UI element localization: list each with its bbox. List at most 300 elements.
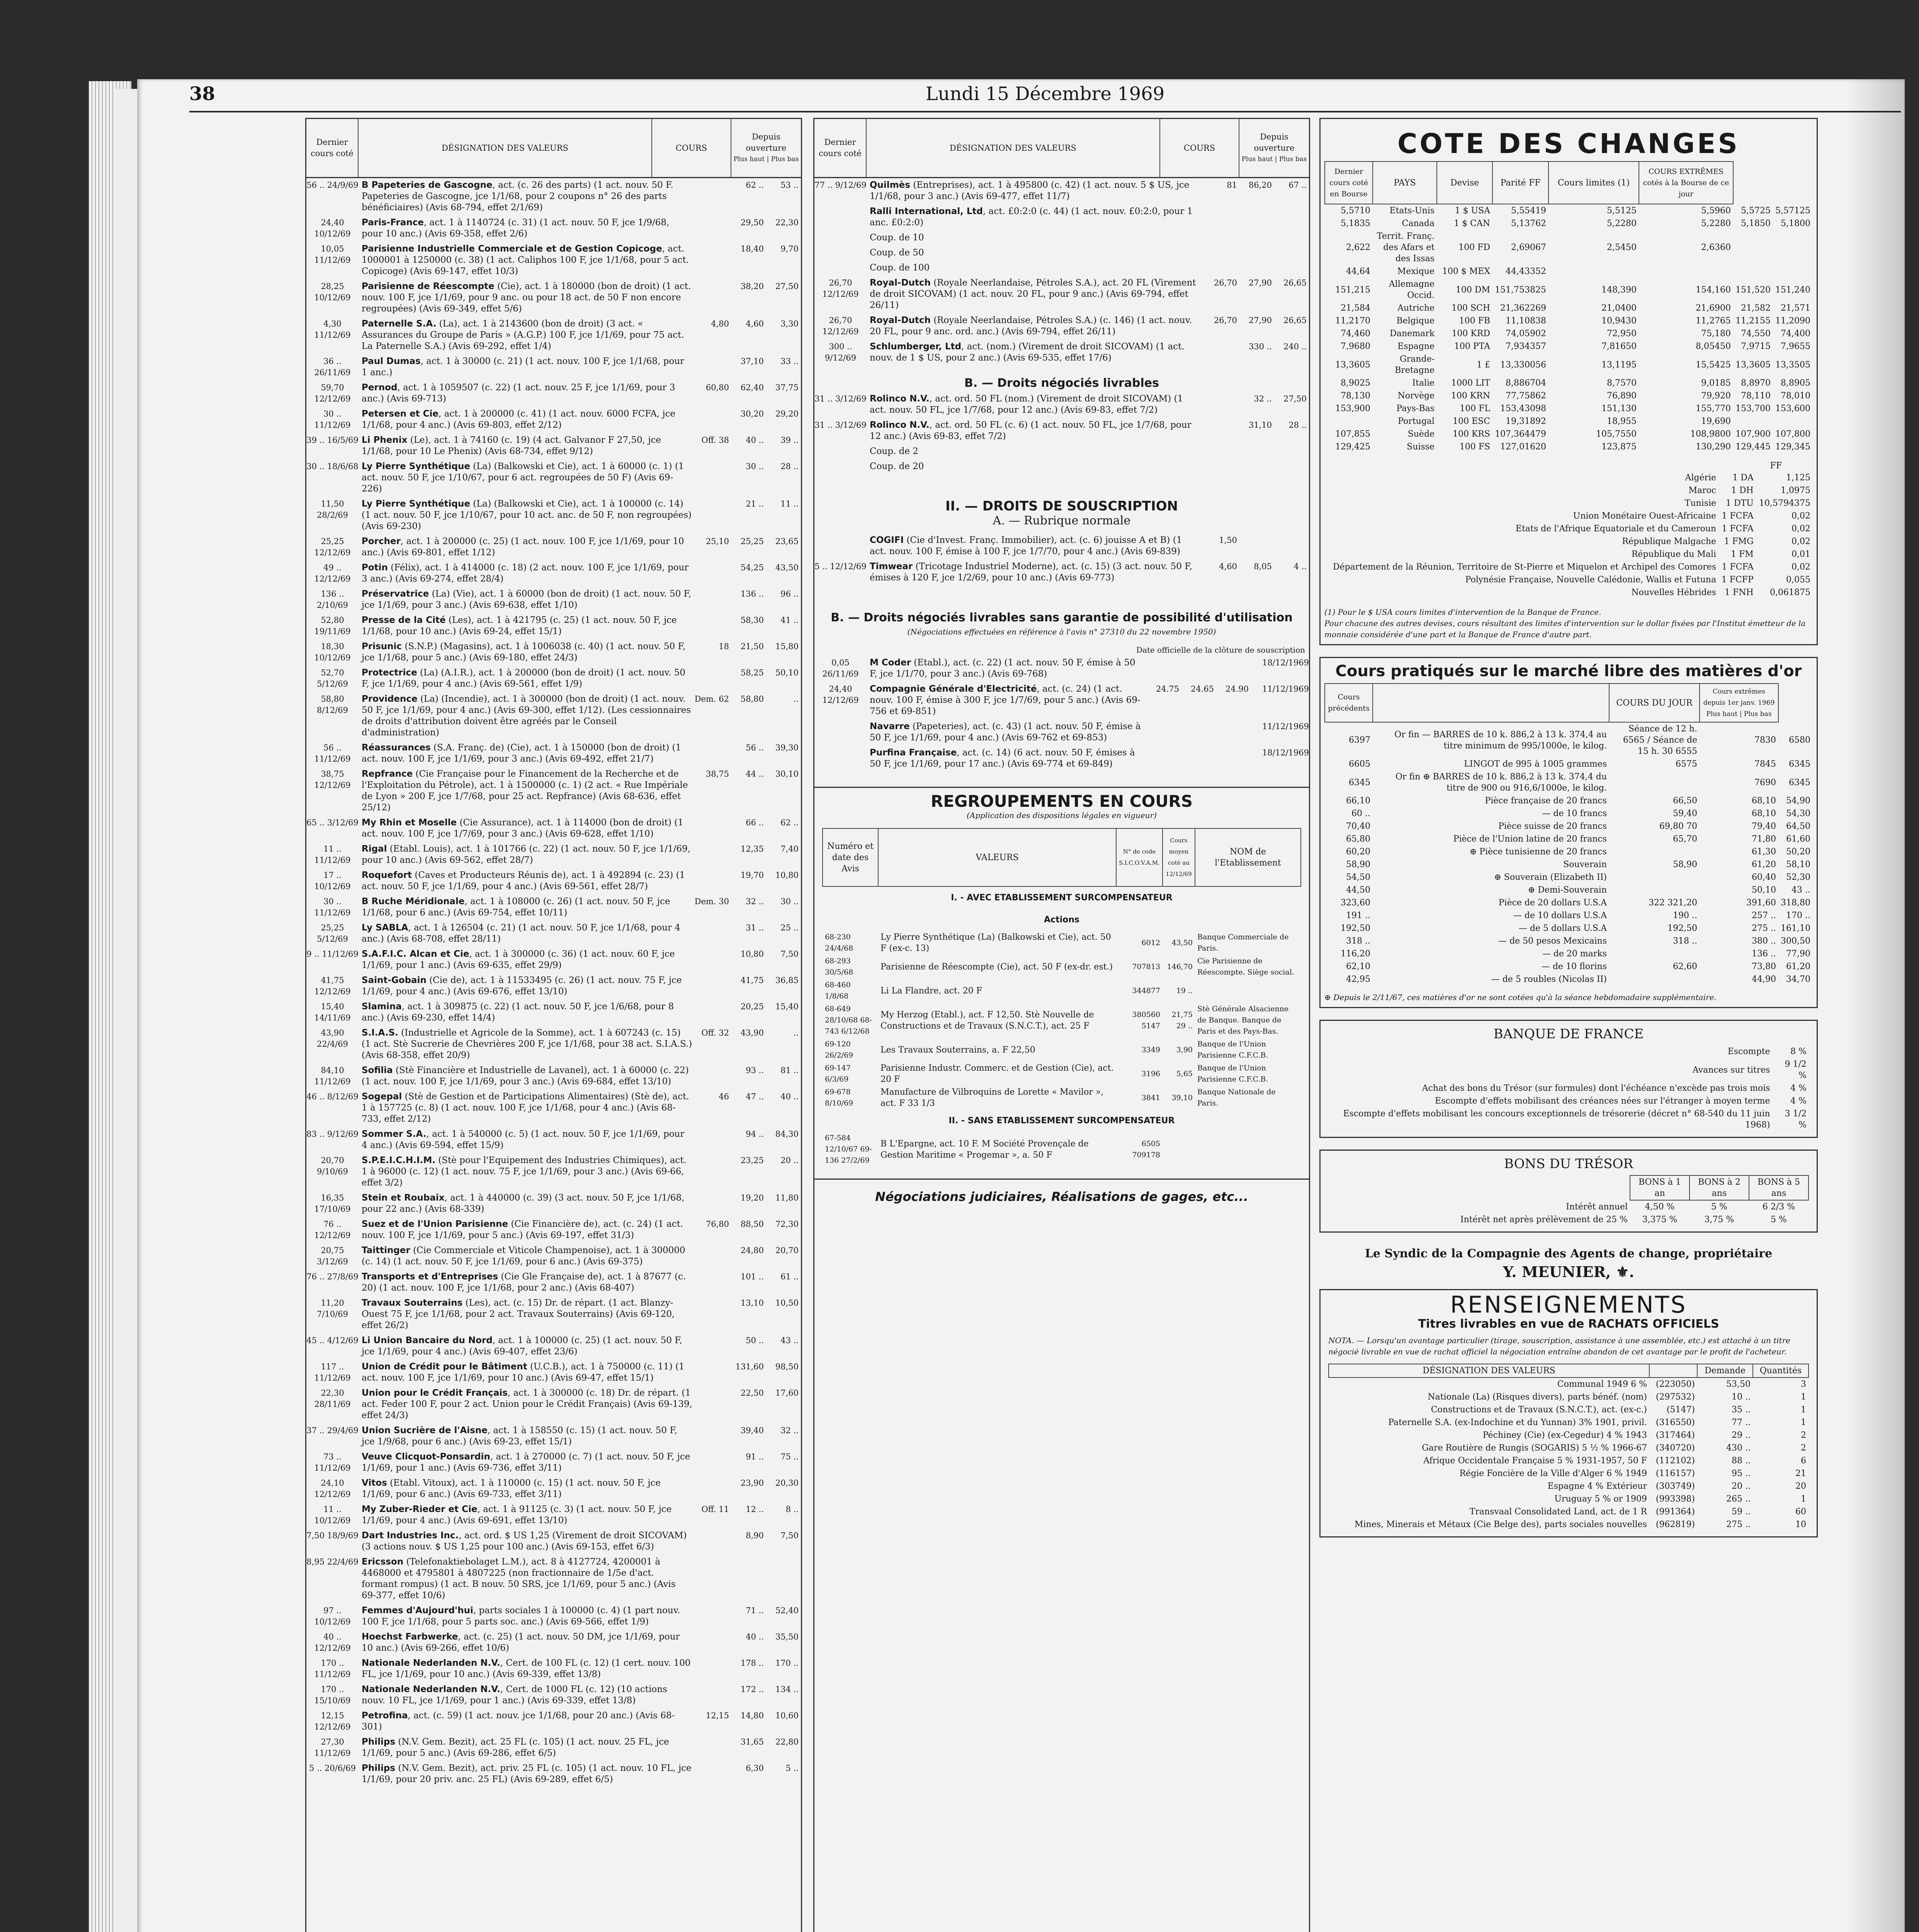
or-row-cell: 60,40 — [1752, 872, 1776, 882]
franc-row-cell: Etats de l'Afrique Equatoriale et du Cameroun — [1516, 524, 1717, 534]
quote-row — [306, 1388, 801, 1421]
quote-dernier: 30 .. 18/6/68 — [306, 462, 359, 471]
banque-row-cell: Escompte d'effets mobilisant les concours exceptionnels de trésorerie (décret n° 68-540 du 11 juin 1968) — [1343, 1109, 1770, 1130]
quote-detail: , act. (c. 59) (1 act. nouv. jce 1/1/68, pour 20 anc.) (Avis 68-301) — [362, 1711, 675, 1732]
changes-row-cell: Danemark — [1390, 329, 1435, 338]
quote-designation — [359, 180, 692, 213]
changes-row-cell: 44,64 — [1346, 267, 1370, 276]
quote-detail: (N.V. Gem. Bezit), act. 25 FL (c. 105) (1 act. nouv. 25 FL, jce 1/1/69, pour 5 anc.) (Avis 69-286, effet 6/5) — [362, 1737, 669, 1758]
changes-row-cell: 153,900 — [1335, 404, 1370, 413]
quote-name: B Papeteries de Gascogne — [362, 180, 493, 190]
quote-plus-bas — [764, 1556, 801, 1601]
or-row — [1325, 845, 1813, 858]
ch-h-devise: Devise — [1437, 162, 1492, 204]
quote-designation — [359, 461, 692, 495]
quote-cours: Off. 11 — [701, 1505, 729, 1514]
reg-code: 3841 — [1141, 1093, 1160, 1102]
quote-cours: 76,80 — [705, 1219, 729, 1229]
quote-name: Ly Pierre Synthétique — [362, 499, 470, 509]
changes-row-cell: 151,753825 — [1495, 285, 1547, 295]
quote-detail: (Cie Commerciale et Viticole Champenoise), act. 1 à 300000 (c. 14) (1 act. nouv. 50 F, jce 1/1/69, pour 6 anc.) (Avis 69-375) — [362, 1245, 685, 1267]
bons-h3: BONS à 5 ans — [1749, 1175, 1809, 1200]
quote-name: Slamina — [362, 1002, 402, 1012]
reg-cours: 3,90 — [1176, 1045, 1193, 1054]
page-date: Lundi 15 Décembre 1969 — [925, 83, 1165, 105]
reg-avis: 68-649 28/10/68 68-743 6/12/68 — [825, 1005, 872, 1036]
quote-detail: (Cie Financière de), act. (c. 24) (1 act. nouv. 100 F, jce 1/1/69, pour 5 anc.) (Avis 69-197, effet 31/3) — [362, 1219, 683, 1240]
changes-row-cell: 13,3505 — [1775, 360, 1810, 370]
quote-dernier: 36 .. 26/11/69 — [314, 357, 351, 377]
quote-plus-bas: 96 .. — [780, 589, 799, 599]
renseignements-row — [1329, 1480, 1809, 1493]
changes-row-cell — [1773, 265, 1813, 278]
quote-cours — [1200, 461, 1237, 472]
quote-detail: (Cie Assurance), act. 1 à 114000 (bon de droit) (1 act. nouv. 100 F, jce 1/7/69, pour 3 anc.) (Avis 69-628, effet 1/10) — [362, 818, 683, 839]
section-b2-note: (Négociations effectuées en référence à l'avis n° 27310 du 22 novembre 1950) — [907, 627, 1216, 636]
bons-row-cell: 5 % — [1711, 1202, 1727, 1212]
or-row-cell: Or fin ⊕ BARRES de 10 k. 886,2 à 13 k. 374,4 du titre de 900 ou 916,6/1000e, le kilog. — [1395, 772, 1607, 793]
quote-cours: Off. 32 — [701, 1028, 729, 1037]
changes-row — [1325, 278, 1813, 302]
quote-cours — [692, 870, 729, 892]
header-cours: COURS — [1160, 119, 1239, 177]
franc-row-cell: 1 FNH — [1725, 588, 1754, 597]
or-row-cell: 6575 — [1676, 759, 1698, 769]
reg-cours: 19 .. — [1176, 986, 1193, 995]
quote-cours — [692, 1425, 729, 1447]
changes-row-cell: 44,43352 — [1506, 267, 1547, 276]
quote-detail: (Papeteries), act. (c. 43) (1 act. nouv. 50 F, émise à 50 F, jce 1/1/69, pour 4 anc.) (Avis 69-762 et 69-853) — [870, 721, 1141, 743]
header-depuis — [731, 119, 801, 177]
quote-name: Dart Industries Inc. — [362, 1531, 459, 1541]
quote-name: Taittinger — [362, 1245, 410, 1255]
quote-designation — [867, 721, 1142, 743]
renseignements-row — [1329, 1416, 1809, 1429]
franc-row-cell: 1 FCFA — [1722, 524, 1754, 534]
quote-dernier: 4,30 11/12/69 — [314, 319, 351, 340]
quote-dernier: 26,70 12/12/69 — [822, 316, 859, 336]
quote-detail: , act. ord. $ US 1,25 (Virement de droit SICOVAM) (3 actions nouv. $ US 1,25 pour 100 anc.) (Avis 69-153, effet 6/3) — [362, 1531, 687, 1552]
or-row-cell: — de 10 francs — [1542, 809, 1607, 818]
or-row-cell: ⊕ Demi-Souverain — [1528, 885, 1607, 895]
quote-row — [306, 742, 801, 765]
quote-plus-bas: 20,70 — [775, 1246, 799, 1255]
quote-detail: (Cie de), act. 1 à 11533495 (c. 26) (1 act. nouv. 75 F, jce 1/1/69, pour 4 anc.) (Avis 69-676, effet 13/10) — [362, 975, 682, 997]
franc-row-cell: République Malgache — [1622, 537, 1717, 546]
header-depuis — [1239, 119, 1309, 177]
changes-row-cell: 100 FB — [1459, 316, 1491, 326]
quote-detail: , act. (nom.) (Virement de droit SICOVAM) (1 act. nouv. de 1 $ US, pour 2 anc.) (Avis 69-535, effet 17/6) — [870, 342, 1185, 363]
quote-plus-haut: 40 .. — [746, 435, 764, 445]
changes-row-cell: Autriche — [1397, 303, 1435, 313]
or-row — [1325, 947, 1813, 960]
quote-name: Pernod — [362, 383, 398, 393]
quote-dernier: 41,75 12/12/69 — [314, 976, 351, 996]
banque-row-cell: 3 1/2 % — [1785, 1109, 1807, 1130]
quote-plus-bas: 39 .. — [780, 435, 799, 445]
banque-row-cell: 9 1/2 % — [1785, 1060, 1807, 1080]
quote-dernier — [814, 721, 867, 743]
quote-name: Presse de la Cité — [362, 615, 446, 625]
changes-row-cell: 5,1800 — [1781, 219, 1810, 228]
quote-detail: , act. (c. 14) (6 act. nouv. 50 F, émises à 50 F, jce 1/1/69, pour 17 anc.) (Avis 69-774 et 69-849) — [870, 748, 1135, 769]
quote-cours — [692, 243, 729, 277]
or-row-cell: 54,90 — [1786, 796, 1810, 806]
quote-dernier: 30 .. 11/12/69 — [314, 409, 351, 430]
renseignements-row-cell: Constructions et de Travaux (S.N.C.T.), act. (ex-c.) — [1431, 1405, 1647, 1415]
quote-detail: , act. (c. 24) (1 act. nouv. 100 F, émise à 300 F, jce 1/7/69, pour 5 anc.) (Avis 69-756 et 69-851) — [870, 684, 1141, 716]
changes-row-cell: 8,8970 — [1741, 378, 1771, 388]
quote-designation — [359, 1361, 692, 1384]
quote-designation — [359, 1271, 692, 1294]
reg-row — [823, 1003, 1301, 1038]
changes-row-cell: 11,2765 — [1696, 316, 1731, 326]
quote-detail: Coup. de 2 — [870, 446, 918, 456]
quote-cours: 18 — [719, 642, 729, 651]
quote-plus-bas: 29,20 — [775, 409, 799, 418]
quote-cours — [692, 1658, 729, 1680]
middle-column — [813, 118, 1310, 1932]
or-row-cell: 54,50 — [1346, 872, 1370, 882]
changes-row-cell: 100 PTA — [1454, 342, 1491, 351]
quote-plus-bas — [1272, 247, 1309, 259]
quote-detail: (Félix), act. 1 à 414000 (c. 18) (2 act. nouv. 100 F, jce 1/1/69, pour 3 anc.) (Avis 69-274, effet 28/4) — [362, 563, 689, 584]
quote-plus-bas: 61 .. — [780, 1272, 799, 1281]
bons-row — [1328, 1213, 1809, 1226]
quote-cours — [692, 498, 729, 532]
quote-dernier: 24,40 12/12/69 — [822, 684, 859, 705]
quote-designation — [359, 1129, 692, 1151]
middle-column-header — [814, 119, 1309, 178]
quote-cours — [692, 1361, 729, 1384]
quote-detail: (S.A. Franç. de) (Cie), act. 1 à 150000 (bon de droit) (1 act. nouv. 100 F, jce 1/1/69, pour 3 anc.) (Avis 69-492, effet 21/7) — [362, 743, 682, 764]
quote-dernier — [814, 461, 867, 472]
quote-designation — [359, 817, 692, 840]
renseignements-row-cell: Uruguay 5 % or 1909 — [1554, 1494, 1647, 1504]
quote-cours — [692, 356, 729, 378]
quote-designation — [359, 1091, 692, 1125]
regroupements-title: REGROUPEMENTS EN COURS — [931, 792, 1193, 811]
quote-row — [306, 1192, 801, 1215]
quote-designation — [359, 408, 692, 431]
quote-detail: (Etabl. Vitoux), act. 1 à 110000 (c. 15) (1 act. nouv. 50 F, jce 1/1/69, pour 6 anc.) (Avis 69-733, effet 3/11) — [362, 1478, 661, 1499]
renseignements-row-cell: 53,50 — [1726, 1379, 1751, 1389]
quote-plus-haut: 32 .. — [746, 897, 764, 906]
quote-detail: , act. 1 à 30000 (c. 21) (1 act. nouv. 100 F, jce 1/1/68, pour 1 anc.) — [362, 356, 685, 378]
quote-dernier — [814, 232, 867, 243]
or-row-cell: 116,20 — [1341, 949, 1370, 959]
changes-row-cell: 2,6360 — [1701, 243, 1731, 252]
quote-designation — [867, 684, 1142, 717]
or-row-cell: 62,60 — [1673, 962, 1698, 971]
or-row-cell: 300,50 — [1781, 936, 1810, 946]
changes-row-cell: Italie — [1412, 378, 1435, 388]
reg-etab: Banque de l'Union Parisienne C.F.C.B. — [1197, 1064, 1268, 1083]
quote-designation — [359, 1605, 692, 1628]
quote-row — [306, 1736, 801, 1759]
changes-row-cell: 100 $ MEX — [1442, 267, 1491, 276]
quote-row — [814, 206, 1309, 228]
banque-row — [1328, 1045, 1809, 1058]
or-h-ext-label: Cours extrêmes depuis 1er janv. 1969 — [1703, 687, 1775, 707]
reg-sec2 — [823, 1110, 1301, 1132]
quote-plus-bas — [1214, 747, 1251, 770]
quote-dernier: 26,70 12/12/69 — [822, 278, 859, 299]
reg-row — [823, 1132, 1301, 1167]
reg-valeur: Li La Flandre, act. 20 F — [880, 986, 982, 996]
changes-row-cell: 100 FD — [1458, 243, 1491, 252]
quote-cours: 12,15 — [705, 1711, 729, 1720]
quote-designation — [359, 243, 692, 277]
quote-row — [306, 281, 801, 315]
syndic-line: Le Syndic de la Compagnie des Agents de change, propriétaire — [1365, 1247, 1773, 1260]
quote-plus-bas: 40 .. — [780, 1092, 799, 1101]
quote-name: S.I.A.S. — [362, 1028, 398, 1038]
quote-name: B Ruche Méridionale — [362, 896, 465, 906]
quote-plus-haut: 22,50 — [740, 1388, 764, 1398]
reg-avis: 69-147 6/3/69 — [825, 1064, 851, 1083]
quote-designation — [359, 742, 692, 765]
changes-row-cell: 74,550 — [1741, 329, 1771, 338]
reg-sec1b-cell: Actions — [1044, 915, 1079, 925]
changes-row-cell: Pays-Bas — [1396, 404, 1435, 413]
bons-row-cell: 3,75 % — [1704, 1215, 1734, 1225]
franc-row-cell: 0,02 — [1792, 524, 1810, 534]
quote-plus-bas: 36,85 — [775, 976, 799, 985]
quote-plus-bas: 28 .. — [780, 462, 799, 471]
quote-name: Rigal — [362, 844, 387, 854]
quote-dernier: 22,30 28/11/69 — [314, 1388, 351, 1409]
quote-plus-haut: 31 .. — [746, 923, 764, 932]
or-row-cell: 61,20 — [1752, 860, 1776, 869]
quote-cours — [692, 180, 729, 213]
quote-designation — [359, 1001, 692, 1024]
changes-row-cell: 5,5710 — [1341, 206, 1370, 216]
quote-row — [306, 1065, 801, 1087]
changes-row-cell: 7,934357 — [1506, 342, 1547, 351]
changes-row-cell: 7,9680 — [1341, 342, 1370, 351]
changes-row-cell: 151,215 — [1335, 285, 1370, 295]
quote-plus-haut: 40 .. — [746, 1632, 764, 1641]
quote-designation — [359, 1530, 692, 1553]
changes-row-cell: 78,110 — [1741, 391, 1771, 401]
changes-row-cell: 100 KRN — [1451, 391, 1491, 401]
quote-plus-bas: 26,65 — [1283, 316, 1307, 325]
quote-name: Royal-Dutch — [870, 315, 931, 325]
quote-plus-bas: 10,80 — [775, 871, 799, 880]
changes-row-cell: Territ. Franç. des Afars et des Issas — [1377, 231, 1435, 264]
bons-row-cell: 3,375 % — [1642, 1215, 1678, 1225]
quote-name: Union Sucrière de l'Aisne — [362, 1425, 488, 1435]
or-h-haut-bas: Plus haut | Plus bas — [1706, 710, 1772, 718]
changes-row-cell: 21,6900 — [1696, 303, 1731, 313]
quote-dernier: 77 .. 9/12/69 — [814, 180, 867, 190]
changes-table — [1324, 161, 1813, 453]
quote-dernier: 31 .. 3/12/69 — [814, 394, 867, 403]
quote-dernier: 49 .. 12/12/69 — [314, 563, 351, 583]
quote-detail: (Les), act. (c. 15) Dr. de répart. (1 act. Blanzy-Ouest 75 F, jce 1/1/68, pour 2 act. Travaux Souterrains) (Avis 69-120, effet 26/2) — [362, 1298, 675, 1330]
header-designation: DÉSIGNATION DES VALEURS — [359, 119, 652, 177]
or-row — [1325, 820, 1813, 833]
quote-detail: , act. 1 à 1140724 (c. 31) (1 act. nouv. 50 F, jce 1/9/68, pour 10 anc.) (Avis 69-358, effet 2/6) — [362, 218, 670, 239]
quote-detail: (Caves et Producteurs Réunis de), act. 1 à 492894 (c. 23) (1 act. nouv. 50 F, jce 1/1/69, pour 4 anc.) (Avis 69-561, effet 28/7) — [362, 870, 685, 891]
quote-name: Philips — [362, 1737, 396, 1747]
quote-cours — [692, 1736, 729, 1759]
quote-plus-bas: 3,30 — [780, 319, 799, 328]
changes-row-cell: 153,700 — [1735, 404, 1771, 413]
quote-row — [814, 341, 1309, 364]
renseignements-row-cell: 1 — [1801, 1494, 1806, 1504]
quote-plus-bas: 43,50 — [775, 563, 799, 572]
reg-etab: Banque de l'Union Parisienne C.F.C.B. — [1197, 1040, 1268, 1060]
quote-cloture: 11/12/1969 — [1262, 722, 1309, 731]
header-haut-bas: Plus haut | Plus bas — [733, 155, 799, 163]
quote-detail: , parts sociales 1 à 100000 (c. 4) (1 part nouv. 100 F, jce 1/1/68, pour 5 parts soc. anc.) (Avis 69-566, effet 1/9) — [362, 1605, 680, 1627]
quote-designation — [359, 870, 692, 892]
quote-detail: (Royale Neerlandaise, Pétroles S.A.), act. 20 FL (Virement de droit SICOVAM) (1 act. nouv. 20 FL, pour 9 anc.) (Avis 69-794, effet 26/11) — [870, 278, 1196, 310]
quote-plus-bas: 11 .. — [780, 499, 799, 509]
or-row-cell: 170 .. — [1786, 911, 1810, 920]
quote-name: Union pour le Crédit Français — [362, 1388, 508, 1398]
or-h-haut: Plus haut — [1706, 710, 1738, 718]
or-row-cell: Pièce suisse de 20 francs — [1498, 821, 1607, 831]
quote-name: Transports et d'Entreprises — [362, 1272, 498, 1282]
or-row-cell: 54,30 — [1786, 809, 1810, 818]
or-row — [1325, 909, 1813, 922]
quote-name: Veuve Clicquot-Ponsardin — [362, 1452, 490, 1462]
quote-detail: Coup. de 50 — [870, 248, 924, 258]
quote-cours — [692, 1001, 729, 1024]
changes-row-cell: 129,445 — [1735, 442, 1771, 452]
quote-plus-haut: 86,20 — [1248, 180, 1272, 190]
changes-row-cell: 9,0185 — [1701, 378, 1731, 388]
quote-row — [814, 262, 1309, 274]
quote-dernier — [814, 747, 867, 770]
renseignements-row-cell: (962819) — [1656, 1520, 1695, 1529]
or-row-cell: 61,20 — [1786, 962, 1810, 971]
quote-dernier: 30 .. 11/12/69 — [314, 897, 351, 917]
renseignements-row-cell: 265 .. — [1726, 1494, 1751, 1504]
bons-row-cell: 5 % — [1771, 1215, 1787, 1225]
quote-cours — [1142, 747, 1179, 770]
quote-dernier: 65 .. 3/12/69 — [306, 818, 359, 827]
changes-row — [1325, 327, 1813, 340]
quote-detail: , act. 1 à 200000 (c. 25) (1 act. nouv. 100 F, jce 1/1/69, pour 10 anc.) (Avis 69-801, effet 1/12) — [362, 536, 684, 558]
section-ii-rows — [814, 533, 1309, 589]
quote-row — [814, 721, 1309, 743]
quote-plus-haut — [1237, 535, 1272, 557]
page-header — [189, 83, 1901, 106]
quote-plus-haut: 58,25 — [740, 668, 764, 677]
quote-dernier: 52,70 5/12/69 — [317, 668, 348, 689]
renseignements-row-cell: 10 .. — [1732, 1392, 1751, 1402]
or-row-cell: 318 .. — [1673, 936, 1698, 946]
ch-h-extremes: COURS EXTRÊMES cotés à la Bourse de ce jour — [1639, 162, 1733, 204]
changes-row — [1325, 389, 1813, 402]
franc-row-cell: 1,0975 — [1781, 486, 1810, 495]
quote-plus-haut: 172 .. — [740, 1685, 764, 1694]
franc-row — [1324, 510, 1813, 522]
renseignements-row-cell: Communal 1949 6 % — [1557, 1379, 1647, 1389]
quote-dernier: 20,75 3/12/69 — [317, 1246, 348, 1266]
quote-dernier: 8,95 22/4/69 — [306, 1557, 359, 1566]
quote-plus-bas — [1272, 206, 1309, 228]
quote-cours — [1200, 262, 1237, 274]
quote-row — [306, 949, 801, 971]
changes-row-cell: 7,9715 — [1741, 342, 1771, 351]
quote-row — [306, 382, 801, 405]
quote-plus-haut: 20,25 — [740, 1002, 764, 1011]
renseignements-row-cell: 20 — [1795, 1481, 1806, 1491]
quote-plus-bas: 22,30 — [775, 218, 799, 227]
quote-name: Petrofina — [362, 1711, 408, 1721]
quote-plus-bas: 20 .. — [780, 1156, 799, 1165]
quote-row — [306, 1335, 801, 1357]
quote-plus-haut: 23,25 — [740, 1156, 764, 1165]
ch-h-pays: PAYS — [1373, 162, 1437, 204]
rs-h-des: DÉSIGNATION DES VALEURS — [1329, 1364, 1649, 1378]
quote-row — [306, 667, 801, 690]
section-b1-title: B. — Droits négociés livrables — [964, 376, 1159, 390]
franc-row-cell: Nouvelles Hébrides — [1631, 588, 1717, 597]
reg-row — [823, 1086, 1301, 1110]
quote-plus-bas — [1214, 721, 1251, 743]
renseignements-row-cell: (116157) — [1656, 1469, 1695, 1478]
renseignements-row-cell: 275 .. — [1726, 1520, 1751, 1529]
changes-row-cell — [1548, 265, 1639, 278]
quote-dernier: 52,80 19/11/69 — [314, 616, 351, 636]
quote-row — [306, 1710, 801, 1733]
or-row-cell: 44,50 — [1346, 885, 1370, 895]
quote-plus-haut: 31,10 — [1248, 420, 1272, 430]
quote-plus-haut: 41,75 — [740, 976, 764, 985]
quote-name: Femmes d'Aujourd'hui — [362, 1605, 473, 1616]
quote-detail: (Cie Française pour le Financement de la Recherche et de l'Exploitation du Pétrole), act. 1 à 1500000 (c. 1) (2 act. « Rue Impériale de Lyon » 200 F, jce 1/7/68, pour 25 act. Repfrance) (Avis 68-636, effet 25/12) — [362, 769, 688, 813]
or-row-cell: Pièce de l'Union latine de 20 francs — [1453, 834, 1607, 844]
reg-valeur: Parisienne Industr. Commerc. et de Gestion (Cie), act. 20 F — [880, 1063, 1114, 1084]
franc-row-cell: 10,5794375 — [1759, 498, 1810, 508]
quote-plus-bas: 67 .. — [1288, 180, 1307, 190]
quote-designation — [867, 341, 1200, 364]
quote-cours — [692, 1129, 729, 1151]
or-box — [1319, 657, 1818, 1008]
quote-detail: Coup. de 10 — [870, 233, 924, 243]
or-row — [1325, 973, 1813, 986]
or-row-cell: 318,80 — [1781, 898, 1810, 908]
quote-detail: (Etabl.), act. (c. 22) (1 act. nouv. 50 F, émise à 50 F, jce 1/1/70, pour 3 anc.) (Avis 69-768) — [870, 658, 1135, 679]
quote-cours — [692, 742, 729, 765]
quote-name: Rolinco N.V. — [870, 394, 930, 404]
quote-designation — [359, 1451, 692, 1474]
quote-plus-haut — [1237, 446, 1272, 457]
quote-dernier: 7,50 18/9/69 — [306, 1531, 359, 1540]
quote-detail: , act. (c. 25) (1 act. nouv. 50 DM, jce 1/1/69, pour 10 anc.) (Avis 69-266, effet 10/6) — [362, 1632, 680, 1653]
or-row-cell: 64,50 — [1786, 821, 1810, 831]
quote-cours: 26,70 — [1214, 316, 1237, 325]
changes-row-cell: 108,9800 — [1690, 429, 1731, 439]
renseignements-row — [1329, 1518, 1809, 1531]
reg-avis: 69-120 26/2/69 — [825, 1040, 853, 1060]
header-designation: DÉSIGNATION DES VALEURS — [867, 119, 1160, 177]
franc-row-cell: 1 DTU — [1725, 498, 1754, 508]
reg-avis: 67-584 12/10/67 69-136 27/2/69 — [825, 1134, 872, 1165]
franc-row-cell: 1 DA — [1732, 473, 1754, 483]
quote-plus-haut: 27,90 — [1248, 278, 1272, 287]
quote-detail: (N.V. Gem. Bezit), act. priv. 25 FL (c. 105) (1 act. nouv. 10 FL, jce 1/1/69, pour 20 priv. anc. 25 FL) (Avis 69-289, effet 6/5) — [362, 1763, 692, 1784]
quote-plus-bas: 170 .. — [775, 1658, 799, 1668]
changes-row-cell: 153,600 — [1775, 404, 1810, 413]
quote-row — [306, 435, 801, 457]
